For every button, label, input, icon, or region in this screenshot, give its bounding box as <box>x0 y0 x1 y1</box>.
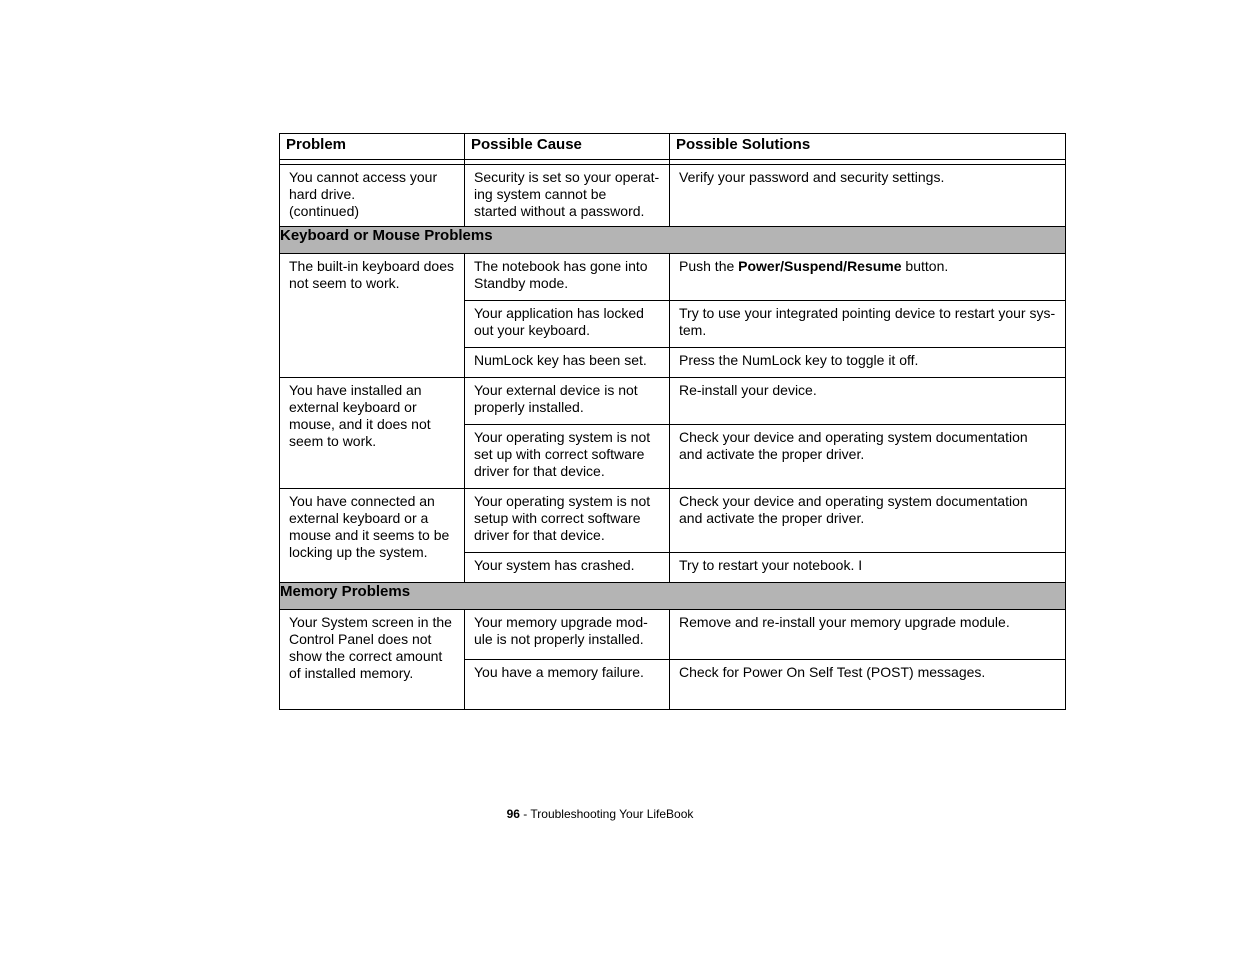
text-line: external keyboard or <box>289 399 417 415</box>
cause-cell <box>465 489 669 550</box>
solution-cell <box>670 348 1065 375</box>
section-row <box>280 227 1066 254</box>
text-line: You cannot access your <box>289 169 438 185</box>
solution-cell <box>670 489 1065 533</box>
problem-cell <box>280 489 464 567</box>
section-keyboard-mouse: Keyboard or Mouse Problems <box>280 227 1066 254</box>
cause-cell <box>465 610 669 654</box>
text-line: Standby mode. <box>474 275 569 291</box>
header-problem: Problem <box>280 134 465 160</box>
solution-cell <box>670 378 1065 405</box>
text-line: tem. <box>679 322 707 338</box>
page-number: 96 <box>506 807 520 821</box>
text-line: out your keyboard. <box>474 322 590 338</box>
solution-cell <box>670 660 1065 687</box>
cause-cell <box>465 660 669 687</box>
text-line: driver for that device. <box>474 463 605 479</box>
text-line: Check for Power On Self Test (POST) messages. <box>679 664 986 680</box>
section-memory: Memory Problems <box>280 583 1066 610</box>
text-line: The notebook has gone into <box>474 258 648 274</box>
text-line: The built-in keyboard does <box>289 258 454 274</box>
text-line: Check your device and operating system documentation <box>679 493 1028 509</box>
text-line: and activate the proper driver. <box>679 510 865 526</box>
text-line: You have connected an <box>289 493 435 509</box>
power-suspend-resume-label: Power/Suspend/Resume <box>738 258 902 274</box>
text-line: mouse, and it does not <box>289 416 431 432</box>
header-solutions: Possible Solutions <box>670 134 1066 160</box>
text-line: Your memory upgrade mod- <box>474 614 648 630</box>
cause-cell <box>465 254 669 298</box>
cause-cell <box>465 425 669 486</box>
solution-cell <box>670 425 1065 469</box>
solution-cell <box>670 610 1065 637</box>
text-line: Your System screen in the <box>289 614 452 630</box>
solution-cell: Push the Power/Suspend/Resume button. <box>679 258 949 274</box>
table-row <box>280 254 1066 301</box>
text-line: started without a password. <box>474 203 645 219</box>
solution-cell <box>670 301 1065 345</box>
text-line: setup with correct software <box>474 510 641 526</box>
text-line: Check your device and operating system documentation <box>679 429 1028 445</box>
text-line: ing system cannot be <box>474 186 607 202</box>
problem-cell <box>280 378 464 456</box>
cause-cell <box>465 553 669 580</box>
text-line: mouse and it seems to be <box>289 527 450 543</box>
text-line: NumLock key has been set. <box>474 352 647 368</box>
cause-cell <box>465 301 669 345</box>
text-line: Remove and re-install your memory upgrade module. <box>679 614 1010 630</box>
text-line: Security is set so your operat- <box>474 169 660 185</box>
text-line: Your system has crashed. <box>474 557 635 573</box>
text-line: Your application has locked <box>474 305 644 321</box>
text-line: Control Panel does not <box>289 631 432 647</box>
text-line: Re-install your device. <box>679 382 817 398</box>
text-line: of installed memory. <box>289 665 414 681</box>
text-line: not seem to work. <box>289 275 400 291</box>
text-line: Your operating system is not <box>474 429 651 445</box>
footer-title: - Troubleshooting Your LifeBook <box>519 807 694 821</box>
section-row <box>280 583 1066 610</box>
header-row <box>280 134 1066 160</box>
text-line: seem to work. <box>289 433 377 449</box>
page-footer <box>0 807 1200 821</box>
table-row <box>280 378 1066 425</box>
text-line: set up with correct software <box>474 446 645 462</box>
cause-cell <box>465 165 669 226</box>
text-line: Try to use your integrated pointing device to restart your sys- <box>679 305 1056 321</box>
troubleshooting-table <box>279 133 1066 710</box>
text-line: properly installed. <box>474 399 584 415</box>
text-line: driver for that device. <box>474 527 605 543</box>
text-line: Verify your password and security settings. <box>679 169 945 185</box>
text-line: ule is not properly installed. <box>474 631 644 647</box>
header-cause: Possible Cause <box>465 134 670 160</box>
problem-cell <box>280 254 464 298</box>
table-row <box>280 165 1066 227</box>
text-line: hard drive. <box>289 186 356 202</box>
text-line: You have a memory failure. <box>474 664 644 680</box>
table-row <box>280 610 1066 660</box>
text-line: You have installed an <box>289 382 422 398</box>
text-line: Press the NumLock key to toggle it off. <box>679 352 919 368</box>
text-line: show the correct amount <box>289 648 443 664</box>
text-line: (continued) <box>289 203 360 219</box>
solution-cell <box>670 553 1065 580</box>
cause-cell <box>465 348 669 375</box>
text-line: and activate the proper driver. <box>679 446 865 462</box>
text-line: external keyboard or a <box>289 510 429 526</box>
table-row <box>280 489 1066 553</box>
problem-cell <box>280 165 464 226</box>
solution-cell <box>670 165 1065 192</box>
text-line: Try to restart your notebook. I <box>679 557 863 573</box>
problem-cell <box>280 610 464 688</box>
cause-cell <box>465 378 669 422</box>
text-line: Your external device is not <box>474 382 638 398</box>
text-line: Your operating system is not <box>474 493 651 509</box>
text-line: locking up the system. <box>289 544 428 560</box>
